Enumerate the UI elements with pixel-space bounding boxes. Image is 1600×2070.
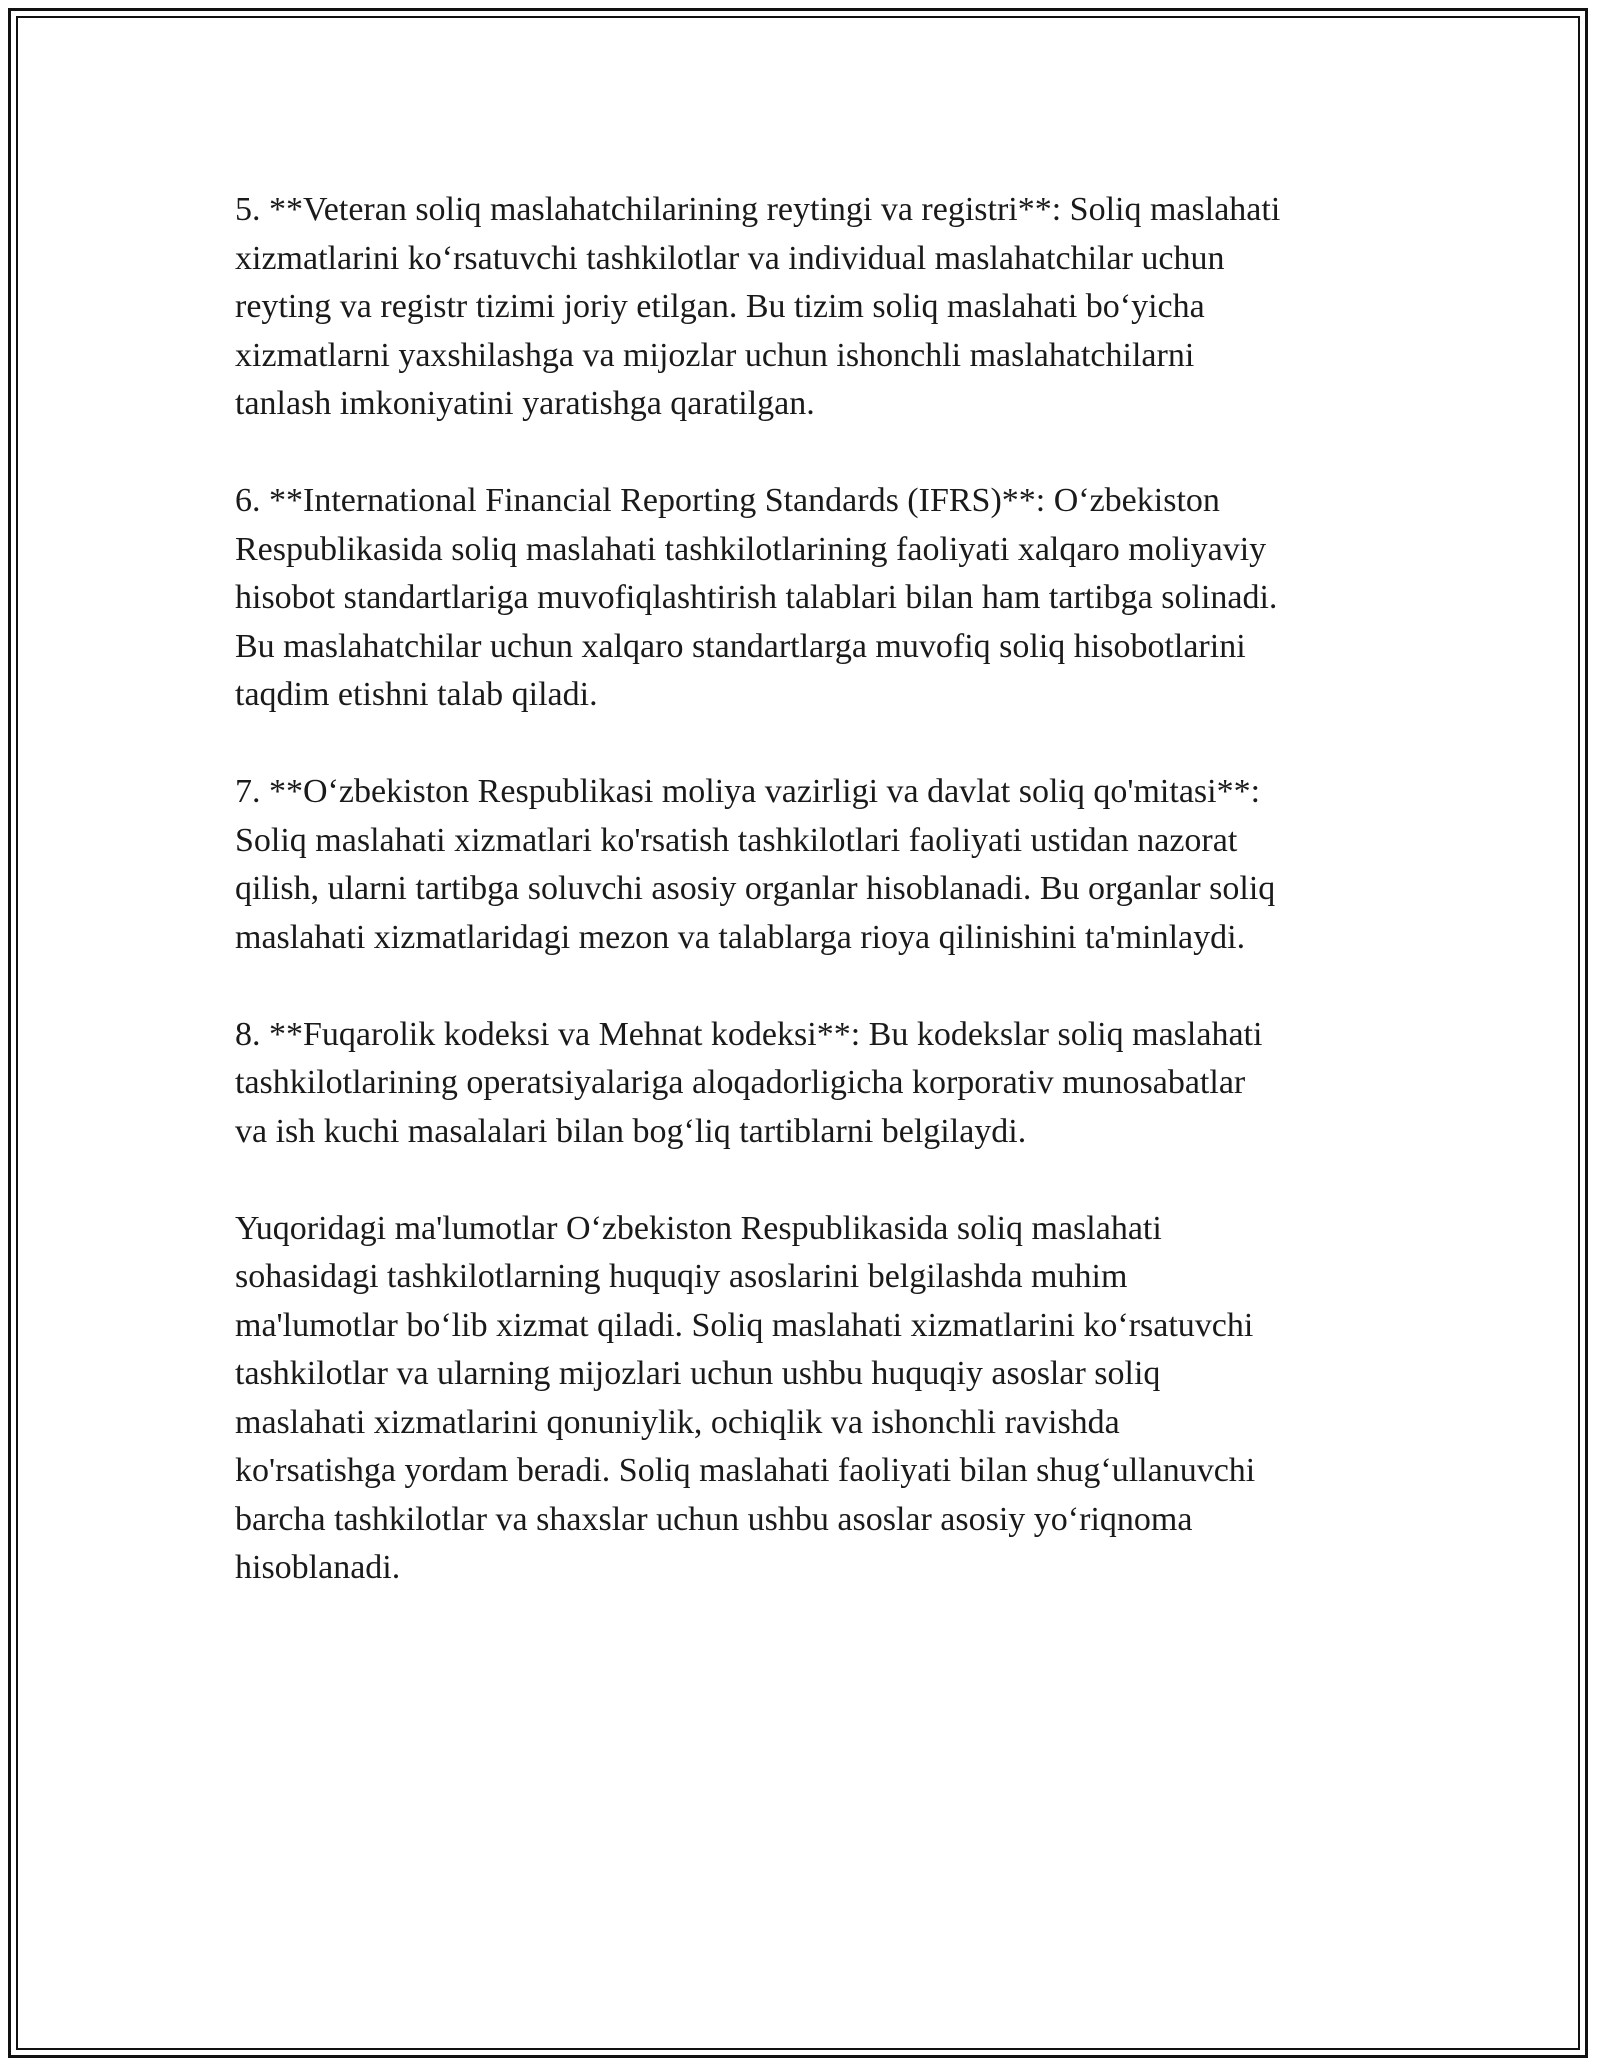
- text-line: xizmatlarni yaxshilashga va mijozlar uchun ishonchli maslahatchilarni: [235, 336, 1195, 374]
- text-line: reyting va registr tizimi joriy etilgan. Bu tizim soliq maslahati bo‘yicha: [235, 288, 1205, 325]
- text-line: sohasidagi tashkilotlarning huquqiy asoslarini belgilashda muhim: [235, 1258, 1128, 1295]
- text-line: ko'rsatishga yordam beradi. Soliq maslahati faoliyati bilan shug‘ullanuvchi: [235, 1452, 1256, 1489]
- text-line: tashkilotlar va ularning mijozlari uchun ushbu huquqiy asoslar soliq: [235, 1355, 1161, 1392]
- text-line: Yuqoridagi ma'lumotlar O‘zbekiston Respublikasida soliq maslahati: [235, 1209, 1162, 1247]
- paragraph-item-8: [235, 1011, 1385, 1157]
- text-line: qilish, ularni tartibga soluvchi asosiy organlar hisoblanadi. Bu organlar soliq: [235, 870, 1276, 907]
- text-line: hisobot standartlariga muvofiqlashtirish talablari bilan ham tartibga solinadi.: [235, 579, 1278, 616]
- paragraph-conclusion: [235, 1205, 1385, 1593]
- paragraph-item-5: [235, 186, 1385, 429]
- text-line: tanlash imkoniyatini yaratishga qaratilgan.: [235, 385, 815, 422]
- text-line: 7. **O‘zbekiston Respublikasi moliya vazirligi va davlat soliq qo'mitasi**:: [235, 773, 1261, 810]
- paragraph-item-7: [235, 768, 1385, 962]
- text-line: Bu maslahatchilar uchun xalqaro standartlarga muvofiq soliq hisobotlarini: [235, 627, 1246, 665]
- text-line: tashkilotlarining operatsiyalariga aloqadorligicha korporativ munosabatlar: [235, 1064, 1246, 1101]
- text-line: 5. **Veteran soliq maslahatchilarining reytingi va registri**: Soliq maslahati: [235, 191, 1281, 228]
- text-line: va ish kuchi masalalari bilan bog‘liq tartiblarni belgilaydi.: [235, 1112, 1027, 1150]
- text-line: maslahati xizmatlaridagi mezon va talablarga rioya qilinishini ta'minlaydi.: [235, 918, 1246, 956]
- text-line: Respublikasida soliq maslahati tashkilotlarining faoliyati xalqaro moliyaviy: [235, 530, 1267, 568]
- text-line: maslahati xizmatlarini qonuniylik, ochiqlik va ishonchli ravishda: [235, 1403, 1120, 1441]
- text-line: xizmatlarini ko‘rsatuvchi tashkilotlar va individual maslahatchilar uchun: [235, 239, 1225, 277]
- text-line: 6. **International Financial Reporting Standards (IFRS)**: O‘zbekiston: [235, 482, 1220, 519]
- text-line: taqdim etishni talab qiladi.: [235, 676, 598, 713]
- text-line: barcha tashkilotlar va shaxslar uchun ushbu asoslar asosiy yo‘riqnoma: [235, 1500, 1193, 1538]
- document-body: [235, 186, 1385, 1593]
- paragraph-item-6: [235, 477, 1385, 720]
- text-line: hisoblanadi.: [235, 1549, 401, 1586]
- text-line: ma'lumotlar bo‘lib xizmat qiladi. Soliq maslahati xizmatlarini ko‘rsatuvchi: [235, 1306, 1254, 1344]
- text-line: 8. **Fuqarolik kodeksi va Mehnat kodeksi**: Bu kodekslar soliq maslahati: [235, 1015, 1263, 1053]
- text-line: Soliq maslahati xizmatlari ko'rsatish tashkilotlari faoliyati ustidan nazorat: [235, 821, 1238, 859]
